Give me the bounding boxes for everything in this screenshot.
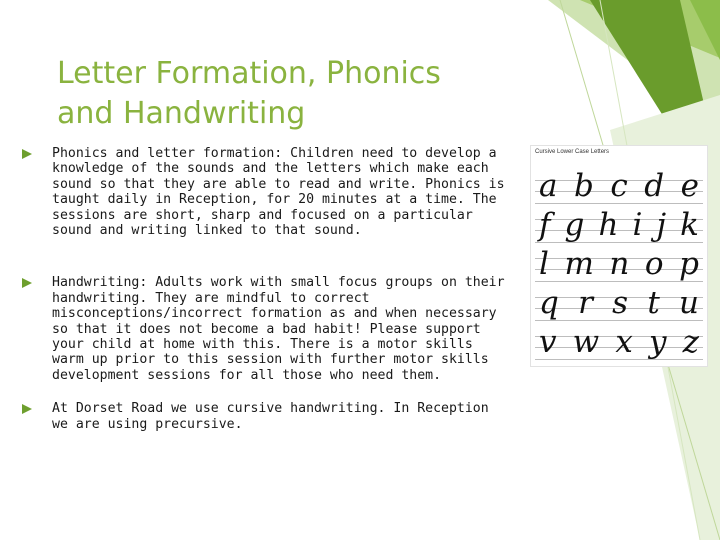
cursive-letter: z [682,324,699,360]
cursive-letters-chart [530,145,708,367]
bullet-text: At Dorset Road we use cursive handwriting. In Reception we are using precursive. [52,401,489,432]
letter-group [535,283,703,323]
page-title: Letter Formation, Phonics and Handwriting [57,56,441,131]
bullet-item-phonics [22,146,512,238]
bullet-text: Phonics and letter formation: Children need to develop a knowledge of the sounds and the letters which make each sound so that they are able to read and write. Phonics is taught daily in Reception, for 20 minutes at a time. The sessions are short, sharp and focused on a particular sound and writing linked to that sound. [52,146,505,239]
bullet-arrow-icon [22,404,32,414]
cursive-letter: w [572,324,600,360]
letter-group [535,205,703,245]
cursive-letter: b [574,168,594,204]
cursive-letter: f [539,207,551,243]
cursive-letter: t [647,285,660,321]
cursive-letter: l [539,246,549,282]
cursive-letter: c [610,168,628,204]
cursive-letter: o [644,246,664,282]
cursive-letter: n [609,246,630,282]
cursive-letter: v [539,324,557,360]
bullet-text: Handwriting: Adults work with small focus groups on their handwriting. They are mindful to correct misconceptions/incorrect formation as and when necessary so that it does not become a bad habit! Please support your child at home with this. There is a motor skills warm up prior to this session with further motor skills development sessions for all those who need them. [52,275,505,383]
bullet-list [22,146,512,432]
cursive-letter: g [564,207,585,243]
cursive-letter: x [615,324,633,360]
letter-group [535,244,703,284]
cursive-letter: a [539,168,558,204]
cursive-letter: s [612,285,629,321]
bullet-arrow-icon [22,149,32,159]
chart-caption: Cursive Lower Case Letters [535,149,610,155]
bullet-item-handwriting [22,275,512,383]
bullet-item-cursive [22,401,512,432]
cursive-letter: h [598,207,619,243]
cursive-letter: j [656,207,667,243]
cursive-letter: e [680,168,699,204]
cursive-letter: q [539,285,559,321]
cursive-letter: k [680,207,699,243]
letter-group [535,166,703,206]
cursive-letter: p [679,246,699,282]
bullet-arrow-icon [22,278,32,288]
cursive-letter: i [632,207,643,243]
cursive-letter: r [578,285,593,321]
cursive-letter: d [644,168,665,204]
cursive-letter: u [679,285,699,321]
letter-group [535,322,703,362]
cursive-letter: m [564,246,594,282]
cursive-letter: y [648,324,667,360]
letter-row [535,324,703,366]
